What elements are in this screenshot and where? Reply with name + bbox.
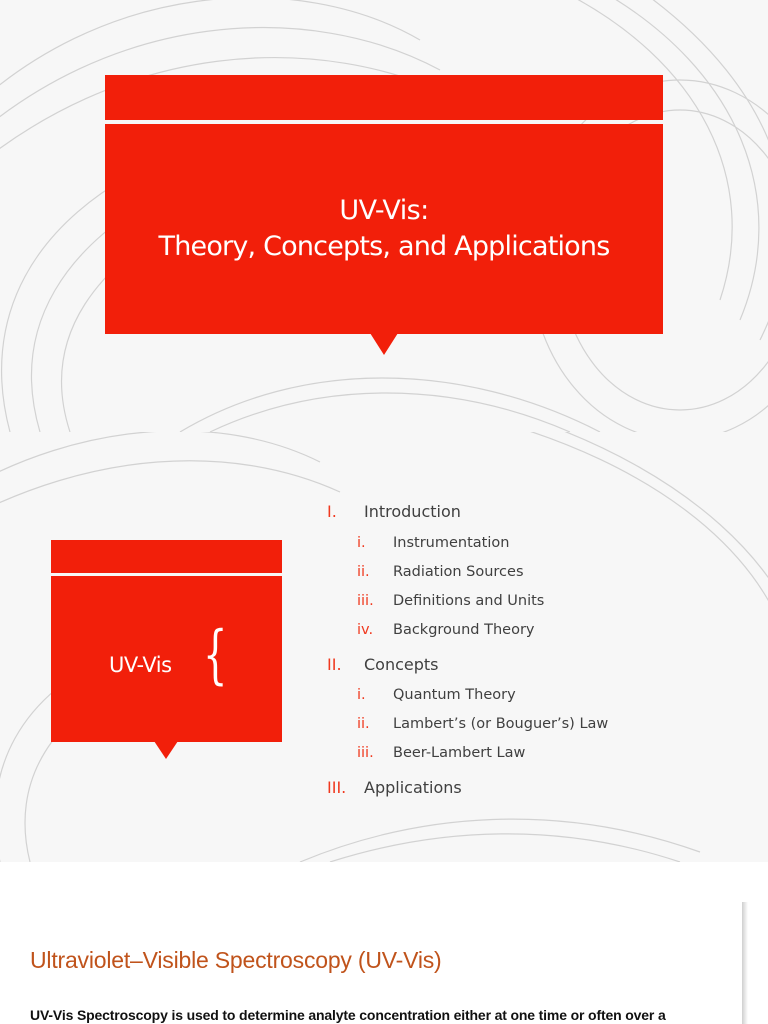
outline-item-label: Lambert’s (or Bouguer’s) Law	[393, 716, 609, 732]
slide-gap	[0, 862, 768, 892]
outline-numeral: iii.	[357, 593, 374, 609]
title-box	[105, 124, 663, 334]
outline-item-label: Radiation Sources	[393, 564, 524, 580]
outline-brace: {	[203, 618, 228, 692]
definition-slide	[0, 892, 768, 1024]
outline-numeral: III.	[327, 778, 347, 797]
outline-slide	[0, 432, 768, 862]
title-line-2: Theory, Concepts, and Applications	[158, 231, 610, 262]
outline-section-label: Concepts	[364, 655, 439, 674]
title-accent-bar	[105, 75, 663, 120]
title-box-pointer	[370, 333, 398, 355]
body-text: UV-Vis Spectroscopy is used to determine analyte concentration either at one time or often over a	[30, 1007, 666, 1023]
title-line-1: UV-Vis:	[339, 195, 429, 226]
outline-numeral: ii.	[357, 716, 370, 732]
outline-numeral: I.	[327, 502, 337, 521]
section-heading: Ultraviolet–Visible Spectroscopy (UV-Vis)	[30, 947, 442, 973]
outline-label: UV-Vis	[109, 653, 172, 677]
outline-numeral: iv.	[357, 622, 374, 638]
outline-item-label: Definitions and Units	[393, 593, 545, 609]
outline-item-label: Instrumentation	[393, 535, 510, 551]
page-edge-shadow	[742, 902, 748, 1024]
outline-numeral: II.	[327, 655, 342, 674]
outline-item-label: Quantum Theory	[393, 687, 516, 703]
outline-list	[0, 432, 768, 862]
outline-numeral: i.	[357, 687, 366, 703]
outline-numeral: iii.	[357, 745, 374, 761]
outline-item-label: Background Theory	[393, 622, 535, 638]
outline-section-label: Applications	[364, 778, 462, 797]
title-slide	[0, 0, 768, 432]
outline-numeral: ii.	[357, 564, 370, 580]
outline-numeral: i.	[357, 535, 366, 551]
outline-section-label: Introduction	[364, 502, 461, 521]
outline-item-label: Beer-Lambert Law	[393, 745, 526, 761]
